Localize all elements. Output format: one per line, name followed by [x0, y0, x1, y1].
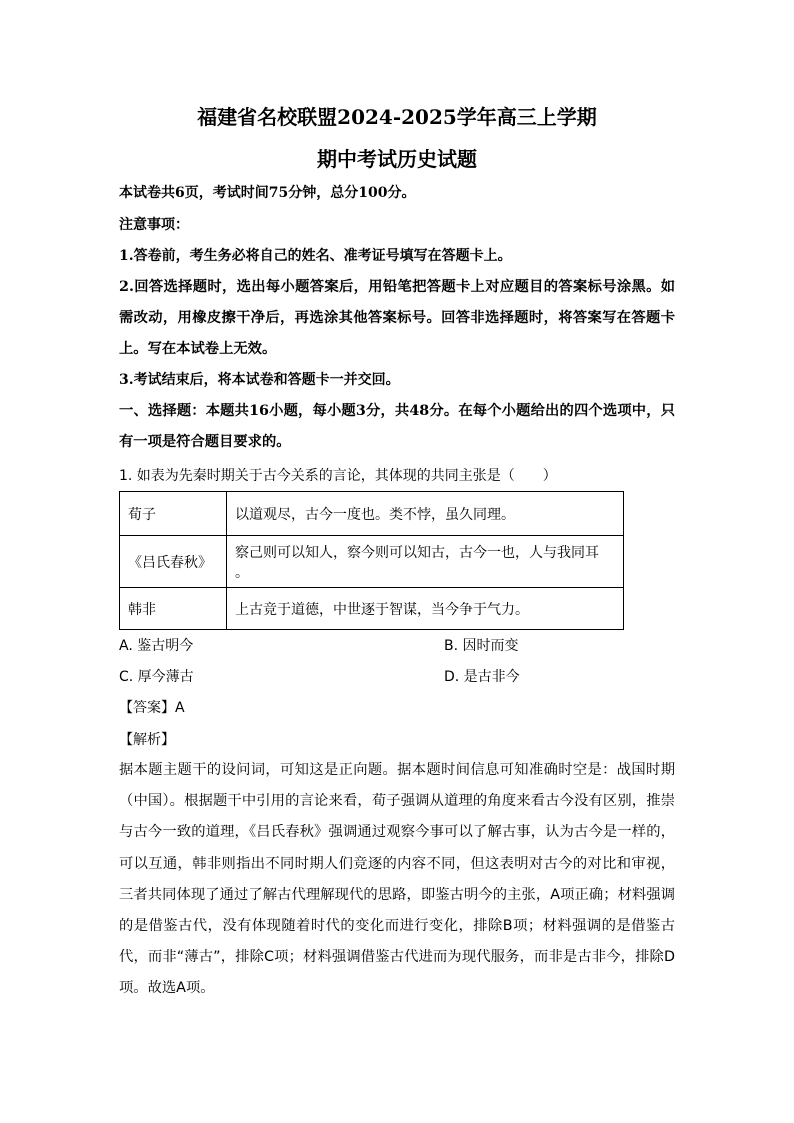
section-heading: 一、选择题：本题共16小题，每小题3分，共48分。在每个小题给出的四个选项中，只有一项是符合题目要求的。 [119, 403, 675, 451]
table-cell-quote: 以道观尽，古今一度也。类不悖，虽久同理。 [227, 492, 624, 536]
table-row [120, 492, 624, 536]
table-cell-source: 荀子 [120, 492, 227, 536]
analysis-heading: 【解析】 [119, 732, 175, 748]
notice-item-1: 1.答卷前，考生务必将自己的姓名、准考证号填写在答题卡上。 [119, 248, 512, 264]
option-d: D. 是古非今 [444, 669, 520, 685]
notice-item-3: 3.考试结束后，将本试卷和答题卡一并交回。 [119, 372, 400, 388]
table-row [120, 588, 624, 630]
table-row [120, 536, 624, 588]
table-cell-quote: 上古竞于道德，中世逐于智谋，当今争于气力。 [227, 588, 624, 630]
exam-title-line1: 福建省名校联盟2024-2025学年高三上学期 [197, 105, 597, 129]
analysis-text: 据本题主题干的设问词，可知这是正向题。据本题时间信息可知准确时空是：战国时期（中国）。根据题干中引用的言论来看，荀子强调从道理的角度来看古今没有区别，推崇与古今一致的道理，《吕氏春秋》强调通过观察今事可以了解古事，认为古今是一样的，可以互通，韩非则指出不同时期人们竞逐的内容不同，但这表明对古今的对比和审视，三者共同体现了通过了解古代理解现代的思路，即鉴古明今的主张，A项正确；材料强调的是借鉴古代，没有体现随着时代的变化而进行变化，排除B项；材料强调的是借鉴古代，而非“薄古”，排除C项；材料强调借鉴古代进而为现代服务，而非是古非今，排除D项。故选A项。 [119, 762, 675, 997]
exam-title-line2: 期中考试历史试题 [317, 147, 477, 171]
notice-heading: 注意事项： [119, 217, 189, 233]
table-cell-source: 《吕氏春秋》 [120, 536, 227, 588]
quotes-table [119, 491, 624, 630]
option-a: A. 鉴古明今 [119, 638, 194, 654]
exam-intro: 本试卷共6页，考试时间75分钟，总分100分。 [119, 185, 416, 201]
notice-item-2: 2.回答选择题时，选出每小题答案后，用铅笔把答题卡上对应题目的答案标号涂黑。如需改动，用橡皮擦干净后，再选涂其他答案标号。回答非选择题时，将答案写在答题卡上。写在本试卷上无效。 [119, 279, 675, 358]
option-b: B. 因时而变 [444, 638, 519, 654]
answer-line: 【答案】A [119, 700, 185, 716]
table-cell-source: 韩非 [120, 588, 227, 630]
option-c: C. 厚今薄古 [119, 669, 194, 685]
table-cell-quote: 察己则可以知人，察今则可以知古，古今一也，人与我同耳 。 [227, 536, 624, 588]
question-1-stem: 1. 如表为先秦时期关于古今关系的言论，其体现的共同主张是（ ） [119, 468, 557, 484]
